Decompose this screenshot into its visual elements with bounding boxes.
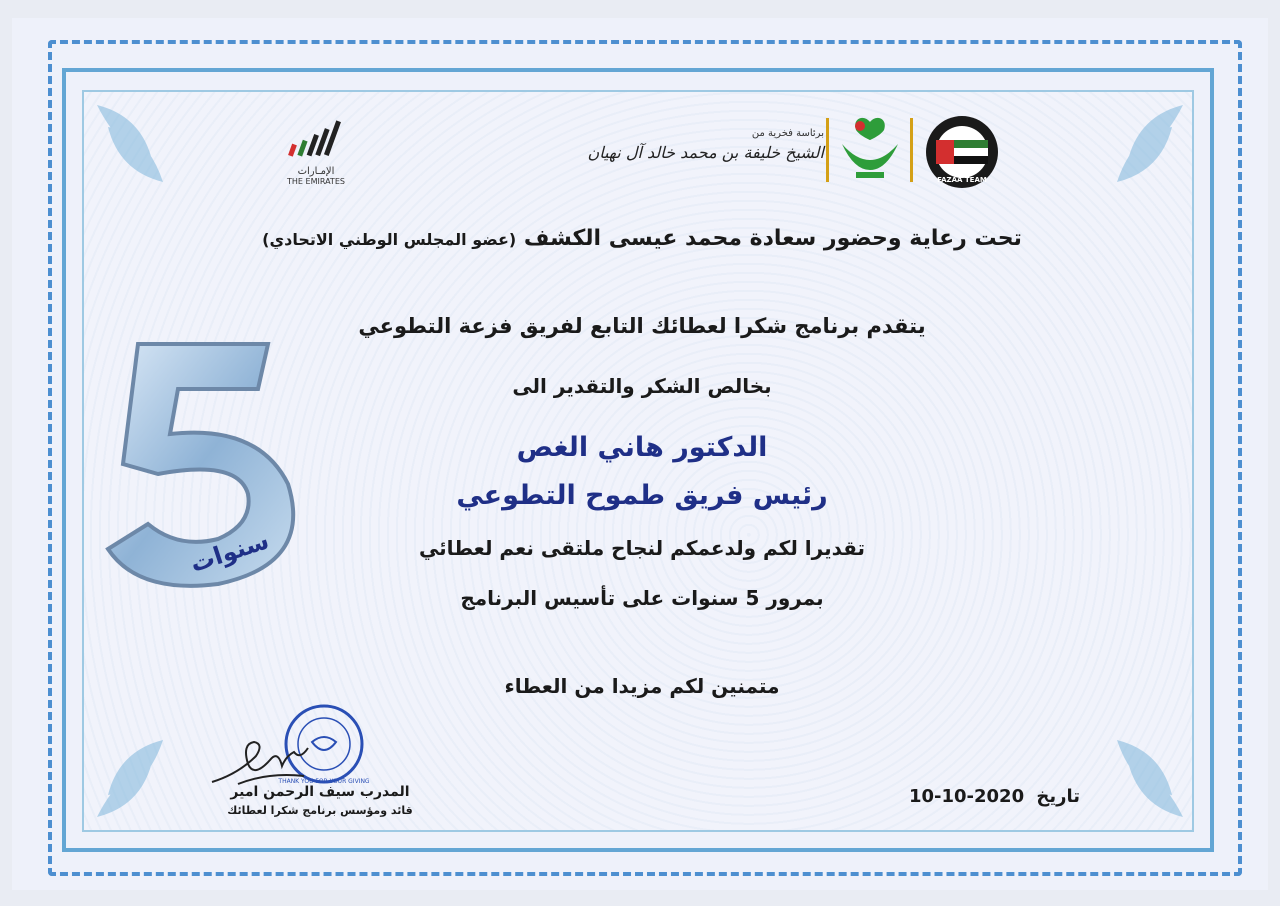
thanks-line: بخالص الشكر والتقدير الى — [512, 374, 772, 398]
badge-word: سنوات — [186, 526, 273, 578]
divider-gold — [826, 118, 829, 182]
date-value: 10-10-2020 — [908, 786, 1025, 807]
emirates-strokes-icon — [286, 116, 346, 162]
wish-line: متمنين لكم مزيدا من العطاء — [504, 674, 780, 698]
recipient-name: الدكتور هاني الغص — [516, 432, 768, 463]
patronage-text: تحت رعاية وحضور سعادة محمد عيسى الكشف — [523, 226, 1022, 251]
patronage-small-text: برئاسة فخرية من — [751, 128, 824, 139]
leaf-ornament-icon — [1084, 94, 1194, 204]
signer-role: قائد ومؤسس برنامج شكرا لعطائك — [227, 804, 413, 817]
leaf-ornament-icon — [1084, 718, 1194, 828]
patronage-role-text: (عضو المجلس الوطني الاتحادي) — [262, 230, 517, 249]
signer-name: المدرب سيف الرحمن امير — [230, 784, 410, 800]
patronage-name-calligraphy: الشيخ خليفة بن محمد خالد آل نهيان — [587, 143, 824, 162]
program-line: يتقدم برنامج شكرا لعطائك التابع لفريق فزعة التطوعي — [358, 314, 926, 338]
leaf-ornament-icon — [86, 718, 196, 828]
emirates-logo — [276, 116, 356, 186]
fazaa-team-label: FAZAA TEAM — [937, 176, 987, 184]
hands-heart-logo-icon — [834, 114, 906, 184]
handwritten-signature-icon — [208, 726, 328, 790]
patronage-logo — [587, 128, 824, 162]
appreciation-line: تقديرا لكم ولدعمكم لنجاح ملتقى نعم لعطائي — [418, 536, 866, 560]
certificate — [12, 18, 1268, 890]
stamp-text: THANK YOU FOR YOUR GIVING — [278, 778, 370, 785]
leaf-ornament-icon — [86, 94, 196, 204]
date-label: تاريخ — [1036, 786, 1080, 807]
anniversary-line: بمرور 5 سنوات على تأسيس البرنامج — [460, 586, 824, 610]
recipient-title: رئيس فريق طموح التطوعي — [456, 480, 828, 511]
date-block — [900, 786, 1080, 807]
patronage-line — [212, 226, 1072, 251]
divider-gold — [910, 118, 913, 182]
emirates-text-en: THE EMIRATES — [287, 177, 345, 186]
emirates-text-ar: الإمـارات — [297, 166, 335, 177]
